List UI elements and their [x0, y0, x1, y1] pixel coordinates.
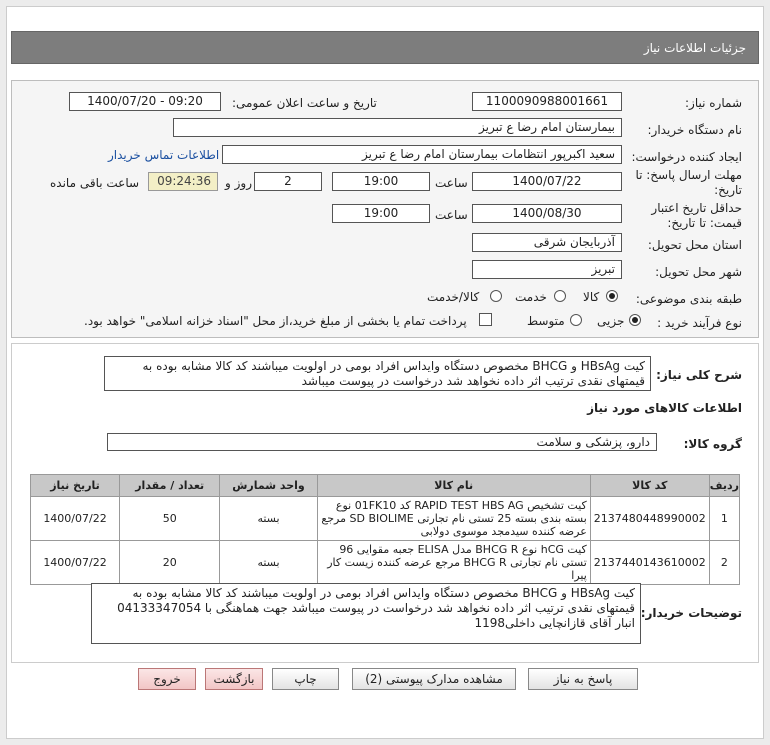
province-label: استان محل تحویل:	[647, 238, 742, 252]
col-unit: واحد شمارش	[220, 475, 317, 497]
category-goods-label: کالا	[583, 290, 600, 304]
days-label: روز و	[225, 176, 252, 190]
buyer-notes-text: کیت HBsAg و BHCG مخصوص دستگاه وایداس افراد بومی در اولویت میباشند کد کالا مشابه بوده به قیمتهای نقدی ترتیب اثر داده نخواهد شد درخواست در پیوست میباشد جهت هماهنگی با 04133347054 انبار آقای قازانچایی داخلی1198	[91, 583, 641, 644]
buyer-org-label: نام دستگاه خریدار:	[647, 123, 742, 137]
treasury-note: پرداخت تمام یا بخشی از مبلغ خرید،از محل "اسناد خزانه اسلامی" خواهد بود.	[84, 314, 467, 328]
col-index: ردیف	[709, 475, 739, 497]
creator-label: ایجاد کننده درخواست:	[631, 150, 742, 164]
days-field: 2	[254, 172, 322, 191]
table-row	[31, 541, 740, 585]
deadline-label-date: تاریخ:	[714, 183, 742, 197]
exit-button[interactable]: خروج	[138, 668, 196, 690]
process-minor-label: جزیی	[597, 314, 625, 328]
category-label: طبقه بندی موضوعی:	[635, 292, 742, 306]
category-goods-radio[interactable]	[606, 290, 618, 302]
validity-label: حداقل تاریخ اعتبار	[651, 201, 742, 215]
category-goods-service-label: کالا/خدمت	[427, 290, 480, 304]
remaining-label: ساعت باقی مانده	[50, 176, 140, 190]
row-code: 2137480448990002	[590, 497, 709, 541]
process-medium-label: متوسط	[527, 314, 565, 328]
category-service-label: خدمت	[515, 290, 547, 304]
province-field: آذربایجان شرقی	[472, 233, 622, 252]
row-index: 2	[709, 541, 739, 585]
deadline-label: مهلت ارسال پاسخ: تا	[635, 168, 742, 182]
announce-label: تاریخ و ساعت اعلان عمومی:	[232, 96, 377, 110]
col-code: کد کالا	[590, 475, 709, 497]
buyer-notes-label: توضیحات خریدار:	[640, 606, 742, 620]
summary-text: کیت HBsAg و BHCG مخصوص دستگاه وایداس افراد بومی در اولویت میباشند کد کالا مشابه بوده به قیمتهای نقدی ترتیب اثر داده نخواهد شد درخواست در پیوست میباشد	[104, 356, 651, 391]
need-number-field: 1100090988001661	[472, 92, 622, 111]
validity-date-field: 1400/08/30	[472, 204, 622, 223]
col-date: تاریخ نیاز	[31, 475, 120, 497]
attachments-button[interactable]: مشاهده مدارک پیوستی (2)	[352, 668, 516, 690]
deadline-time-field: 19:00	[332, 172, 430, 191]
row-unit: بسته	[220, 541, 317, 585]
buyer-contact-link[interactable]: اطلاعات تماس خریدار	[108, 148, 220, 162]
deadline-time-label: ساعت	[435, 176, 468, 190]
process-label: نوع فرآیند خرید :	[657, 316, 742, 330]
category-goods-service-radio[interactable]	[490, 290, 502, 302]
city-field: تبریز	[472, 260, 622, 279]
table-row	[31, 497, 740, 541]
row-name: کیت تشخیص RAPID TEST HBS AG کد 01FK10 نوع بسته بندی بسته 25 تستی نام تجارتی SD BIOLIME مرجع عرضه کننده سیدمجد موسوی دولابی	[317, 497, 590, 541]
creator-field: سعید اکبرپور انتظامات بیمارستان امام رضا ع تبریز	[222, 145, 622, 164]
row-unit: بسته	[220, 497, 317, 541]
reply-button[interactable]: پاسخ به نیاز	[528, 668, 638, 690]
treasury-checkbox[interactable]	[479, 313, 492, 326]
row-date: 1400/07/22	[31, 541, 120, 585]
row-date: 1400/07/22	[31, 497, 120, 541]
validity-label-date: قیمت: تا تاریخ:	[667, 216, 742, 230]
summary-label: شرح کلی نیاز:	[656, 368, 742, 382]
col-name: نام کالا	[317, 475, 590, 497]
validity-time-label: ساعت	[435, 208, 468, 222]
row-index: 1	[709, 497, 739, 541]
remaining-time: 09:24:36	[148, 172, 218, 191]
process-minor-radio[interactable]	[629, 314, 641, 326]
row-code: 2137440143610002	[590, 541, 709, 585]
goods-table	[30, 474, 740, 585]
buyer-org-field: بیمارستان امام رضا ع تبریز	[173, 118, 622, 137]
goods-section-title: اطلاعات کالاهای مورد نیاز	[587, 401, 742, 415]
goods-group-field: دارو، پزشکی و سلامت	[107, 433, 657, 451]
print-button[interactable]: چاپ	[272, 668, 339, 690]
category-service-radio[interactable]	[554, 290, 566, 302]
process-medium-radio[interactable]	[570, 314, 582, 326]
deadline-date-field: 1400/07/22	[472, 172, 622, 191]
row-qty: 20	[120, 541, 220, 585]
row-name: کیت hCG نوع BHCG R مدل ELISA جعبه مقوایی 96 تستی نام تجارتی BHCG R مرجع عرضه کننده زیست کار پیرا	[317, 541, 590, 585]
need-number-label: شماره نیاز:	[685, 96, 742, 110]
validity-time-field: 19:00	[332, 204, 430, 223]
city-label: شهر محل تحویل:	[655, 265, 742, 279]
page-title: جزئیات اطلاعات نیاز	[11, 31, 759, 64]
back-button[interactable]: بازگشت	[205, 668, 263, 690]
goods-group-label: گروه کالا:	[683, 437, 742, 451]
announce-field: 1400/07/20 - 09:20	[69, 92, 221, 111]
row-qty: 50	[120, 497, 220, 541]
col-qty: تعداد / مقدار	[120, 475, 220, 497]
